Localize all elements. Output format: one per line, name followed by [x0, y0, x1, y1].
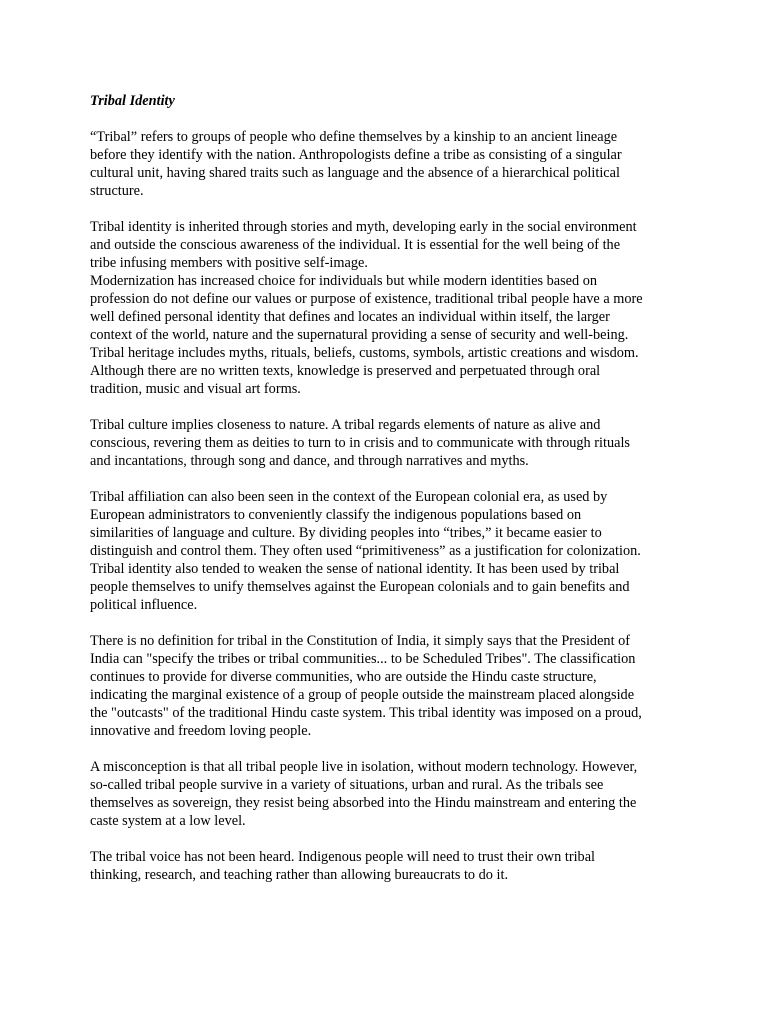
- text-line: There is no definition for tribal in the Constitution of India, it simply says that the President of: [90, 633, 631, 649]
- text-line: Tribal culture implies closeness to nature. A tribal regards elements of nature as alive and: [90, 417, 601, 433]
- text-line: cultural unit, having shared traits such as language and the absence of a hierarchical political: [90, 165, 620, 181]
- text-line: continues to provide for diverse communities, who are outside the Hindu caste structure,: [90, 669, 597, 685]
- text-line: European administrators to conveniently classify the indigenous populations based on: [90, 507, 582, 523]
- text-line: and incantations, through song and dance, and through narratives and myths.: [90, 453, 529, 469]
- text-line: Tribal heritage includes myths, rituals, beliefs, customs, symbols, artistic creations and wisdom.: [90, 345, 639, 361]
- text-line: Tribal affiliation can also been seen in the context of the European colonial era, as used by: [90, 489, 608, 505]
- document-title: Tribal Identity: [90, 93, 175, 109]
- text-line: before they identify with the nation. Anthropologists define a tribe as consisting of a singular: [90, 147, 622, 163]
- paragraph-8: [90, 848, 682, 884]
- text-line: Tribal identity is inherited through stories and myth, developing early in the social environment: [90, 219, 637, 235]
- text-line: The tribal voice has not been heard. Indigenous people will need to trust their own tribal: [90, 849, 596, 865]
- paragraph-5: [90, 488, 682, 614]
- text-line: context of the world, nature and the supernatural providing a sense of security and well-being.: [90, 327, 629, 343]
- text-line: well defined personal identity that defines and locates an individual within itself, the larger: [90, 309, 610, 325]
- document-page: [90, 92, 682, 902]
- text-line: India can "specify the tribes or tribal communities... to be Scheduled Tribes". The classification: [90, 651, 636, 667]
- text-line: distinguish and control them. They often used “primitiveness” as a justification for colonization.: [90, 543, 641, 559]
- text-line: people themselves to unify themselves against the European colonials and to gain benefits and: [90, 579, 630, 595]
- text-line: Tribal identity also tended to weaken the sense of national identity. It has been used by tribal: [90, 561, 620, 577]
- text-line: political influence.: [90, 597, 198, 613]
- text-line: indicating the marginal existence of a group of people outside the mainstream placed alongside: [90, 687, 635, 703]
- text-line: so-called tribal people survive in a variety of situations, urban and rural. As the tribals see: [90, 777, 604, 793]
- text-line: themselves as sovereign, they resist being absorbed into the Hindu mainstream and entering the: [90, 795, 637, 811]
- paragraph-3: [90, 272, 682, 398]
- paragraph-6: [90, 632, 682, 740]
- text-line: Although there are no written texts, knowledge is preserved and perpetuated through oral: [90, 363, 601, 379]
- text-line: profession do not define our values or purpose of existence, traditional tribal people have a more: [90, 291, 643, 307]
- paragraph-1: [90, 128, 682, 200]
- text-line: thinking, research, and teaching rather than allowing bureaucrats to do it.: [90, 867, 509, 883]
- text-line: conscious, revering them as deities to turn to in crisis and to communicate with through rituals: [90, 435, 630, 451]
- text-line: tradition, music and visual art forms.: [90, 381, 301, 397]
- text-line: tribe infusing members with positive self-image.: [90, 255, 368, 271]
- text-line: the "outcasts" of the traditional Hindu caste system. This tribal identity was imposed on a proud,: [90, 705, 642, 721]
- text-line: innovative and freedom loving people.: [90, 723, 312, 739]
- text-line: “Tribal” refers to groups of people who define themselves by a kinship to an ancient lineage: [90, 129, 618, 145]
- paragraph-2: [90, 218, 682, 272]
- text-line: similarities of language and culture. By dividing peoples into “tribes,” it became easier to: [90, 525, 602, 541]
- paragraph-7: [90, 758, 682, 830]
- text-line: structure.: [90, 183, 144, 199]
- paragraph-4: [90, 416, 682, 470]
- text-line: A misconception is that all tribal people live in isolation, without modern technology. However,: [90, 759, 638, 775]
- text-line: and outside the conscious awareness of the individual. It is essential for the well being of the: [90, 237, 621, 253]
- text-line: caste system at a low level.: [90, 813, 246, 829]
- text-line: Modernization has increased choice for individuals but while modern identities based on: [90, 273, 598, 289]
